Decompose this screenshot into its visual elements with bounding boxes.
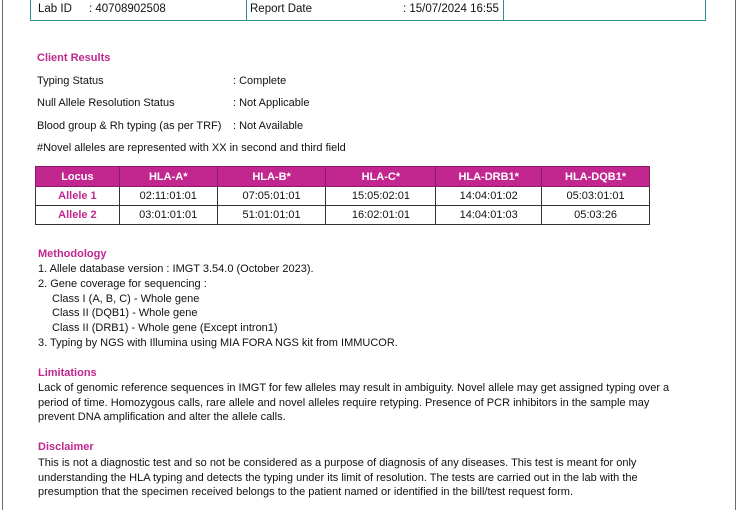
- allele-1-hla-drb1: 14:04:01:02: [436, 187, 542, 206]
- null-allele-value: : Not Applicable: [233, 97, 310, 109]
- methodology-line-6: 3. Typing by NGS with Illumina using MIA FORA NGS kit from IMMUCOR.: [38, 337, 398, 349]
- table-header-row: [36, 167, 650, 187]
- allele-1-hla-c: 15:05:02:01: [326, 187, 436, 206]
- lab-id-cell: [31, 0, 247, 20]
- allele-2-hla-c: 16:02:01:01: [326, 206, 436, 225]
- typing-status-value: : Complete: [233, 75, 287, 87]
- allele-2-label: Allele 2: [36, 206, 120, 225]
- page-edge-left: [2, 0, 3, 510]
- methodology-line-3: Class I (A, B, C) - Whole gene: [52, 293, 200, 305]
- blood-group-label: Blood group & Rh typing (as per TRF): [37, 120, 222, 132]
- table-row: [36, 206, 650, 225]
- allele-1-hla-b: 07:05:01:01: [217, 187, 326, 206]
- novel-allele-note: #Novel alleles are represented with XX in second and third field: [37, 142, 346, 154]
- allele-1-hla-a: 02:11:01:01: [119, 187, 217, 206]
- methodology-line-1: 1. Allele database version : IMGT 3.54.0 (October 2023).: [38, 263, 314, 275]
- disclaimer-text: This is not a diagnostic test and so not be considered as a purpose of diagnosis of any diseases. This test is meant for only understanding the HLA typing and detects the typing under its limit of resolution. The tests are carried out in the lab with the presumption that the specimen received belongs to the patient named or identified in the bill/test request form.: [38, 457, 638, 498]
- report-header-table: [30, 0, 706, 21]
- methodology-title: Methodology: [38, 248, 107, 260]
- limitations-text: Lack of genomic reference sequences in IMGT for few alleles may result in ambiguity. Novel allele may get assigned typing over a period of time. Homozygous calls, rare allele and novel alleles require retyping. Presence of PCR inhibitors in the sample may prevent DNA amplification and alter the allele calls.: [38, 382, 670, 423]
- report-date-cell: [247, 0, 504, 20]
- header-hla-a: HLA-A*: [119, 167, 217, 187]
- allele-1-label: Allele 1: [36, 187, 120, 206]
- allele-2-hla-drb1: 14:04:01:03: [436, 206, 542, 225]
- table-row: [36, 187, 650, 206]
- header-locus: Locus: [36, 167, 120, 187]
- limitations-title: Limitations: [38, 367, 97, 379]
- allele-1-hla-dqb1: 05:03:01:01: [542, 187, 650, 206]
- methodology-line-2: 2. Gene coverage for sequencing :: [38, 278, 207, 290]
- header-hla-dqb1: HLA-DQB1*: [542, 167, 650, 187]
- header-hla-b: HLA-B*: [217, 167, 326, 187]
- methodology-line-4: Class II (DQB1) - Whole gene: [52, 307, 198, 319]
- hla-typing-table: [35, 166, 650, 225]
- header-hla-c: HLA-C*: [326, 167, 436, 187]
- report-date-value: : 15/07/2024 16:55: [403, 3, 499, 15]
- allele-2-hla-a: 03:01:01:01: [119, 206, 217, 225]
- lab-id-label: Lab ID: [38, 3, 72, 15]
- blood-group-value: : Not Available: [233, 120, 304, 132]
- null-allele-label: Null Allele Resolution Status: [37, 97, 175, 109]
- allele-2-hla-dqb1: 05:03:26: [542, 206, 650, 225]
- disclaimer-title: Disclaimer: [38, 441, 94, 453]
- page-edge-right: [735, 0, 736, 510]
- typing-status-label: Typing Status: [37, 75, 104, 87]
- lab-id-value: : 40708902508: [89, 3, 166, 15]
- report-date-label: Report Date: [250, 3, 313, 15]
- methodology-line-5: Class II (DRB1) - Whole gene (Except intron1): [52, 322, 278, 334]
- allele-2-hla-b: 51:01:01:01: [217, 206, 326, 225]
- header-hla-drb1: HLA-DRB1*: [436, 167, 542, 187]
- client-results-title: Client Results: [37, 52, 111, 64]
